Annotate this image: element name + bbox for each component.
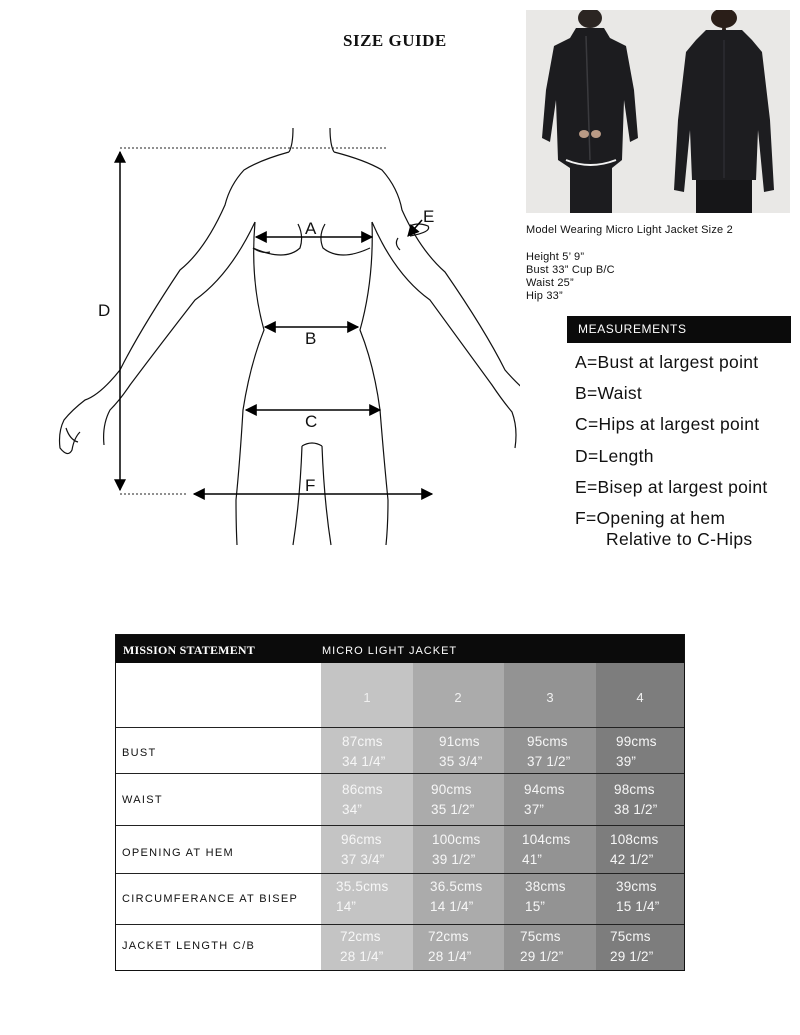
table-cell: 72cms 28 1/4”: [428, 929, 472, 964]
row-label-waist: WAIST: [122, 794, 163, 806]
body-diagram: [0, 0, 520, 560]
measurement-e: E=Bisep at largest point: [575, 476, 768, 497]
size-header-4: 4: [636, 690, 644, 705]
row-divider: [116, 873, 684, 874]
table-cell: 39cms 15 1/4”: [616, 879, 660, 914]
size-header-2: 2: [454, 690, 462, 705]
table-cell: 72cms 28 1/4”: [340, 929, 384, 964]
table-cell: 100cms 39 1/2”: [432, 832, 481, 867]
table-cell: 96cms 37 3/4”: [341, 832, 385, 867]
model-caption: Model Wearing Micro Light Jacket Size 2: [526, 224, 733, 236]
label-e: E: [423, 207, 435, 226]
measurement-c: C=Hips at largest point: [575, 414, 760, 435]
body-outline: [60, 128, 521, 545]
table-cell: 98cms 38 1/2”: [614, 782, 658, 817]
row-divider: [116, 924, 684, 925]
table-cell: 99cms 39”: [616, 734, 657, 769]
model-photo: [526, 10, 790, 213]
measurement-d: D=Length: [575, 445, 654, 466]
row-divider: [116, 727, 684, 728]
model-info: [526, 224, 733, 303]
size-header-1: 1: [363, 690, 371, 705]
table-header: [116, 635, 684, 663]
measurement-f-note: Relative to C-Hips: [606, 529, 753, 550]
label-c: C: [305, 412, 318, 431]
table-cell: 87cms 34 1/4”: [342, 734, 386, 769]
table-cell: 38cms 15”: [525, 879, 566, 914]
table-cell: 36.5cms 14 1/4”: [430, 879, 483, 914]
model-waist: Waist 25”: [526, 277, 574, 289]
model-bust: Bust 33” Cup B/C: [526, 264, 615, 276]
size-header-3: 3: [546, 690, 554, 705]
measurements-list: [575, 350, 768, 560]
table-cell: 94cms 37”: [524, 782, 565, 817]
table-cell: 90cms 35 1/2”: [431, 782, 475, 817]
table-cell: 75cms 29 1/2”: [610, 929, 654, 964]
table-cell: 95cms 37 1/2”: [527, 734, 571, 769]
row-label-bust: BUST: [122, 747, 157, 759]
table-cell: 104cms 41”: [522, 832, 571, 867]
table-cell: 108cms 42 1/2”: [610, 832, 659, 867]
label-d: D: [98, 301, 111, 320]
table-cell: 91cms 35 3/4”: [439, 734, 483, 769]
table-cell: 75cms 29 1/2”: [520, 929, 564, 964]
row-label-opening-at-hem: OPENING AT HEM: [122, 847, 234, 859]
measurements-header: MEASUREMENTS: [567, 316, 791, 343]
measurement-b: B=Waist: [575, 383, 643, 404]
product-name: MICRO LIGHT JACKET: [322, 645, 458, 657]
row-divider: [116, 773, 684, 774]
model-hip: Hip 33”: [526, 290, 563, 302]
model-height: Height 5’ 9”: [526, 251, 585, 263]
label-a: A: [305, 219, 317, 238]
measurement-a: A=Bust at largest point: [575, 352, 759, 372]
table-cell: 86cms 34”: [342, 782, 383, 817]
table-cell: 35.5cms 14”: [336, 879, 389, 914]
label-f: F: [305, 476, 316, 495]
page-title: SIZE GUIDE: [343, 31, 447, 50]
row-label-jacket-length: JACKET LENGTH C/B: [122, 940, 256, 952]
mission-statement-label: MISSION STATEMENT: [123, 643, 255, 657]
label-b: B: [305, 329, 317, 348]
size-table: [115, 634, 685, 971]
row-divider: [116, 825, 684, 826]
row-label-circumferance-at-bisep: CIRCUMFERANCE AT BISEP: [122, 893, 299, 905]
measurement-f: F=Opening at hem: [575, 507, 726, 528]
